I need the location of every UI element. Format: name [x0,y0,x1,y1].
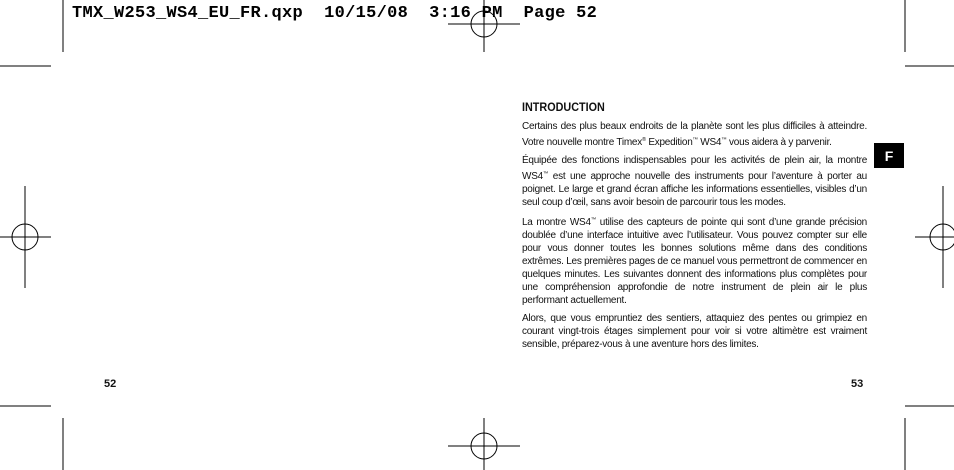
slug-date: 10/15/08 [324,4,409,23]
language-tab: F [874,143,904,168]
page-number-right: 53 [851,378,864,390]
paragraph-2: Équipée des fonctions indispensables pour les activités de plein air, la montre WS4™ est une approche nouvelle des instruments pour l’aventure à porter au poignet. Le large et grand écran affiche les informations essentielles, visibles d’un seul coup d’œil, sans avoir besoin de parcourir tous les modes. [522,154,867,208]
paragraph-1: Certains des plus beaux endroits de la planète sont les plus difficiles à atteindre. Votre nouvelle montre Timex® Expedition™ WS4™ vous aidera à y parvenir. [522,121,867,148]
page-number-left: 52 [104,378,117,390]
paragraph-4: Alors, que vous empruntiez des sentiers, attaquiez des pentes ou grimpiez en courant vingt-trois étages simplement pour voir si votre altimètre est vraiment sensible, préparez-vous à une aventure hors des limites. [522,312,867,350]
registration-mark-right [915,186,954,288]
introduction-section [522,100,867,357]
registration-mark-left [0,186,51,288]
paragraph-3: La montre WS4™ utilise des capteurs de pointe qui sont d’une grande précision doublée d’une interface intuitive avec l’utilisateur. Vous pouvez compter sur elle pour vous donner toutes les bonnes solutions même dans des conditions extrêmes. Les premières pages de ce manuel vous permettront de commencer en quelques minutes. Les suivantes donnent des informations plus complètes pour une compréhension approfondie de notre instrument de plein air le plus performant actuellement. [522,217,867,306]
registration-mark-bottom [448,418,520,470]
slug-filename: TMX_W253_WS4_EU_FR.qxp [72,4,304,23]
slug-time: 3:16 PM [429,4,503,23]
slug-page-label: Page 52 [523,4,598,23]
section-heading: INTRODUCTION [522,100,605,114]
registration-mark-top [448,0,520,52]
